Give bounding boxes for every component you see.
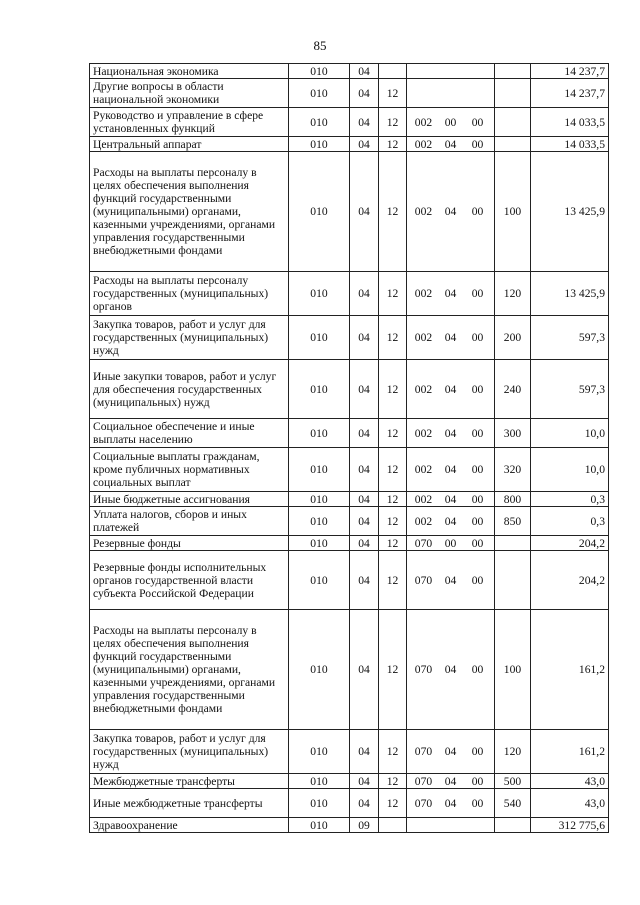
row-target-article-part-3: 00 — [471, 796, 484, 810]
row-section-code: 010 — [289, 492, 350, 507]
row-target-article-part-3: 00 — [471, 115, 484, 129]
row-subsection-code: 04 — [350, 79, 379, 108]
row-target-article — [407, 774, 495, 789]
row-name: Расходы на выплаты персоналу государственных (муниципальных) органов — [90, 272, 289, 316]
row-expense-type: 540 — [495, 789, 531, 818]
table-row — [90, 610, 609, 730]
row-target-article — [407, 730, 495, 774]
row-section-code: 010 — [289, 360, 350, 419]
row-section-code: 010 — [289, 272, 350, 316]
row-name: Руководство и управление в сфере установленных функций — [90, 108, 289, 137]
row-sub-code: 12 — [379, 610, 407, 730]
table-row — [90, 64, 609, 79]
page-number: 85 — [313, 38, 327, 53]
table-row — [90, 316, 609, 360]
row-sub-code: 12 — [379, 492, 407, 507]
row-target-article-part-2: 04 — [444, 463, 457, 476]
row-name: Иные бюджетные ассигнования — [90, 492, 289, 507]
row-subsection-code: 09 — [350, 818, 379, 833]
row-target-article — [407, 789, 495, 818]
row-name: Резервные фонды исполнительных органов государственной власти субъекта Российской Федерации — [90, 551, 289, 610]
row-name: Центральный аппарат — [90, 137, 289, 152]
row-target-article-part-3: 00 — [471, 536, 484, 550]
row-expense-type: 800 — [495, 492, 531, 507]
row-section-code: 010 — [289, 108, 350, 137]
row-target-article-part-3: 00 — [471, 426, 484, 440]
row-subsection-code: 04 — [350, 448, 379, 492]
row-target-article-part-3: 00 — [471, 205, 484, 218]
table-row — [90, 79, 609, 108]
row-section-code: 010 — [289, 789, 350, 818]
row-name: Закупка товаров, работ и услуг для государственных (муниципальных) нужд — [90, 316, 289, 360]
table-row — [90, 789, 609, 818]
row-amount: 14 033,5 — [531, 108, 609, 137]
row-target-article-part-3: 00 — [471, 745, 484, 758]
row-target-article — [407, 551, 495, 610]
row-subsection-code: 04 — [350, 610, 379, 730]
row-amount: 0,3 — [531, 492, 609, 507]
row-section-code: 010 — [289, 316, 350, 360]
row-amount: 10,0 — [531, 419, 609, 448]
row-target-article — [407, 360, 495, 419]
row-name: Уплата налогов, сборов и иных платежей — [90, 507, 289, 536]
row-name: Межбюджетные трансферты — [90, 774, 289, 789]
row-sub-code: 12 — [379, 79, 407, 108]
row-expense-type — [495, 64, 531, 79]
row-target-article — [407, 419, 495, 448]
row-target-article-part-1: 002 — [414, 287, 433, 300]
row-expense-type: 120 — [495, 272, 531, 316]
row-target-article-part-3: 00 — [471, 463, 484, 476]
row-target-article — [407, 536, 495, 551]
row-subsection-code: 04 — [350, 137, 379, 152]
table-row — [90, 272, 609, 316]
row-target-article-part-2: 04 — [444, 137, 457, 151]
row-expense-type — [495, 79, 531, 108]
row-expense-type — [495, 108, 531, 137]
row-expense-type: 240 — [495, 360, 531, 419]
row-target-article-part-1: 002 — [414, 492, 433, 506]
row-expense-type: 850 — [495, 507, 531, 536]
table-row — [90, 448, 609, 492]
row-target-article-part-2: 04 — [444, 796, 457, 810]
row-target-article-part-2: 04 — [444, 331, 457, 344]
table-row — [90, 507, 609, 536]
row-target-article-part-1: 002 — [414, 205, 433, 218]
row-sub-code: 12 — [379, 789, 407, 818]
row-subsection-code: 04 — [350, 789, 379, 818]
table-row — [90, 536, 609, 551]
row-target-article-part-1: 070 — [414, 663, 433, 676]
row-name: Другие вопросы в области национальной экономики — [90, 79, 289, 108]
row-subsection-code: 04 — [350, 774, 379, 789]
table-row — [90, 492, 609, 507]
row-target-article-part-2: 04 — [444, 205, 457, 218]
row-target-article — [407, 610, 495, 730]
row-subsection-code: 04 — [350, 419, 379, 448]
row-amount: 14 237,7 — [531, 64, 609, 79]
row-sub-code — [379, 64, 407, 79]
row-target-article-part-3: 00 — [471, 331, 484, 344]
row-sub-code: 12 — [379, 551, 407, 610]
row-amount: 0,3 — [531, 507, 609, 536]
row-target-article-part-2: 04 — [444, 745, 457, 758]
row-section-code: 010 — [289, 774, 350, 789]
row-name: Закупка товаров, работ и услуг для государственных (муниципальных) нужд — [90, 730, 289, 774]
row-sub-code — [379, 818, 407, 833]
row-target-article-part-1: 070 — [414, 796, 433, 810]
row-target-article — [407, 152, 495, 272]
row-amount: 13 425,9 — [531, 272, 609, 316]
row-subsection-code: 04 — [350, 152, 379, 272]
row-sub-code: 12 — [379, 360, 407, 419]
row-subsection-code: 04 — [350, 272, 379, 316]
row-section-code: 010 — [289, 730, 350, 774]
row-target-article-part-1: 002 — [414, 463, 433, 476]
row-sub-code: 12 — [379, 730, 407, 774]
row-sub-code: 12 — [379, 419, 407, 448]
row-sub-code: 12 — [379, 137, 407, 152]
row-section-code: 010 — [289, 507, 350, 536]
row-amount: 14 237,7 — [531, 79, 609, 108]
row-target-article-part-1: 002 — [414, 426, 433, 440]
table-row — [90, 360, 609, 419]
row-subsection-code: 04 — [350, 507, 379, 536]
row-target-article — [407, 272, 495, 316]
table-row — [90, 108, 609, 137]
row-target-article — [407, 64, 495, 79]
row-target-article-part-2: 00 — [444, 536, 457, 550]
row-name: Здравоохранение — [90, 818, 289, 833]
row-target-article-part-1: 002 — [414, 115, 433, 129]
row-expense-type — [495, 137, 531, 152]
row-expense-type: 200 — [495, 316, 531, 360]
row-sub-code: 12 — [379, 108, 407, 137]
row-target-article-part-2: 04 — [444, 426, 457, 440]
row-target-article-part-3: 00 — [471, 492, 484, 506]
row-target-article-part-3: 00 — [471, 573, 484, 587]
row-sub-code: 12 — [379, 536, 407, 551]
row-amount: 597,3 — [531, 360, 609, 419]
row-target-article-part-2: 04 — [444, 492, 457, 506]
row-amount: 14 033,5 — [531, 137, 609, 152]
row-expense-type: 100 — [495, 152, 531, 272]
row-name: Социальные выплаты гражданам, кроме публичных нормативных социальных выплат — [90, 448, 289, 492]
row-target-article-part-2: 04 — [444, 287, 457, 300]
row-sub-code: 12 — [379, 507, 407, 536]
row-target-article-part-2: 04 — [444, 514, 457, 528]
row-sub-code: 12 — [379, 316, 407, 360]
row-amount: 204,2 — [531, 536, 609, 551]
row-subsection-code: 04 — [350, 108, 379, 137]
row-section-code: 010 — [289, 610, 350, 730]
row-target-article-part-1: 002 — [414, 331, 433, 344]
table-row — [90, 730, 609, 774]
row-target-article — [407, 507, 495, 536]
row-target-article — [407, 137, 495, 152]
row-target-article-part-2: 00 — [444, 115, 457, 129]
row-section-code: 010 — [289, 536, 350, 551]
table-row — [90, 818, 609, 833]
row-target-article-part-2: 04 — [444, 774, 457, 788]
row-amount: 161,2 — [531, 610, 609, 730]
row-expense-type: 100 — [495, 610, 531, 730]
row-target-article-part-3: 00 — [471, 514, 484, 528]
row-subsection-code: 04 — [350, 730, 379, 774]
row-expense-type — [495, 818, 531, 833]
row-target-article-part-3: 00 — [471, 287, 484, 300]
row-target-article — [407, 492, 495, 507]
row-sub-code: 12 — [379, 152, 407, 272]
row-sub-code: 12 — [379, 272, 407, 316]
row-section-code: 010 — [289, 64, 350, 79]
row-subsection-code: 04 — [350, 64, 379, 79]
row-expense-type: 320 — [495, 448, 531, 492]
row-expense-type: 500 — [495, 774, 531, 789]
row-target-article-part-1: 002 — [414, 514, 433, 528]
budget-table — [89, 63, 609, 833]
row-target-article-part-2: 04 — [444, 573, 457, 587]
row-sub-code: 12 — [379, 448, 407, 492]
row-section-code: 010 — [289, 137, 350, 152]
row-name: Национальная экономика — [90, 64, 289, 79]
row-target-article-part-1: 070 — [414, 774, 433, 788]
row-section-code: 010 — [289, 448, 350, 492]
row-sub-code: 12 — [379, 774, 407, 789]
row-section-code: 010 — [289, 551, 350, 610]
row-target-article-part-1: 070 — [414, 536, 433, 550]
table-row — [90, 152, 609, 272]
row-target-article — [407, 316, 495, 360]
row-subsection-code: 04 — [350, 316, 379, 360]
row-target-article-part-2: 04 — [444, 382, 457, 396]
row-target-article — [407, 108, 495, 137]
table-row — [90, 419, 609, 448]
row-amount: 161,2 — [531, 730, 609, 774]
row-amount: 43,0 — [531, 774, 609, 789]
row-name: Расходы на выплаты персоналу в целях обеспечения выполнения функций государственными (муниципальными) органами, казенными учреждениями, органами управления государственными внебюджетными фондами — [90, 610, 289, 730]
row-name: Расходы на выплаты персоналу в целях обеспечения выполнения функций государственными (муниципальными) органами, казенными учреждениями, органами управления государственными внебюджетными фондами — [90, 152, 289, 272]
row-target-article-part-2: 04 — [444, 663, 457, 676]
row-amount: 43,0 — [531, 789, 609, 818]
row-target-article-part-3: 00 — [471, 137, 484, 151]
row-section-code: 010 — [289, 419, 350, 448]
row-amount: 13 425,9 — [531, 152, 609, 272]
table-row — [90, 551, 609, 610]
row-section-code: 010 — [289, 79, 350, 108]
row-target-article-part-1: 070 — [414, 745, 433, 758]
row-amount: 597,3 — [531, 316, 609, 360]
row-section-code: 010 — [289, 818, 350, 833]
row-target-article-part-1: 002 — [414, 382, 433, 396]
row-expense-type — [495, 551, 531, 610]
row-amount: 312 775,6 — [531, 818, 609, 833]
table-row — [90, 774, 609, 789]
row-target-article — [407, 818, 495, 833]
row-target-article — [407, 448, 495, 492]
row-name: Иные закупки товаров, работ и услуг для обеспечения государственных (муниципальных) нужд — [90, 360, 289, 419]
row-amount: 10,0 — [531, 448, 609, 492]
row-expense-type — [495, 536, 531, 551]
row-name: Иные межбюджетные трансферты — [90, 789, 289, 818]
table-row — [90, 137, 609, 152]
row-target-article — [407, 79, 495, 108]
row-section-code: 010 — [289, 152, 350, 272]
row-expense-type: 300 — [495, 419, 531, 448]
row-subsection-code: 04 — [350, 492, 379, 507]
row-amount: 204,2 — [531, 551, 609, 610]
row-subsection-code: 04 — [350, 360, 379, 419]
row-name: Социальное обеспечение и иные выплаты населению — [90, 419, 289, 448]
table-body — [90, 64, 609, 833]
row-target-article-part-3: 00 — [471, 382, 484, 396]
row-target-article-part-1: 070 — [414, 573, 433, 587]
row-target-article-part-1: 002 — [414, 137, 433, 151]
row-name: Резервные фонды — [90, 536, 289, 551]
row-expense-type: 120 — [495, 730, 531, 774]
row-subsection-code: 04 — [350, 551, 379, 610]
row-target-article-part-3: 00 — [471, 663, 484, 676]
row-subsection-code: 04 — [350, 536, 379, 551]
row-target-article-part-3: 00 — [471, 774, 484, 788]
